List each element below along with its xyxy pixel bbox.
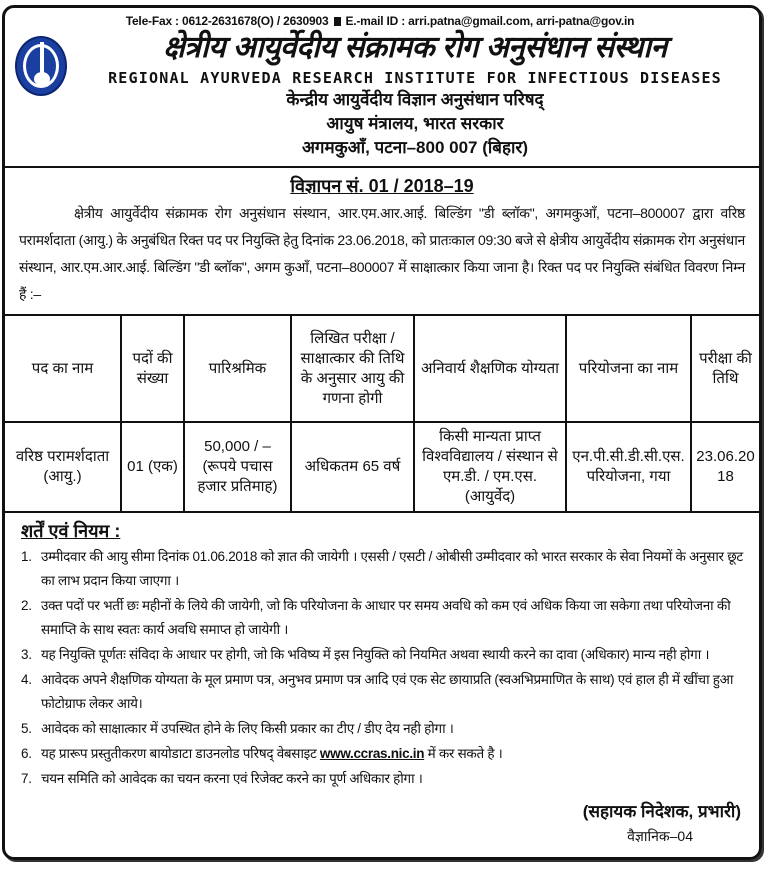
institute-name-hindi: क्षेत्रीय आयुर्वेदीय संक्रामक रोग अनुसंधान संस्थान	[163, 31, 667, 64]
item-number: 2.	[21, 598, 32, 613]
item-number: 7.	[21, 771, 32, 786]
letterhead	[5, 8, 759, 168]
list-item	[21, 643, 747, 667]
table-cell: 01 (एक)	[121, 422, 184, 512]
item-text: यह प्रारूप प्रस्तुतीकरण बायोडाटा डाउनलोड परिषद् वेबसाइट	[41, 746, 320, 761]
terms-list	[21, 545, 747, 791]
item-number: 5.	[21, 721, 32, 736]
email: E.-mail ID : arri.patna@gmail.com, arri-patna@gov.in	[345, 14, 635, 28]
ministry-name: आयुष मंत्रालय, भारत सरकार	[326, 114, 504, 133]
header-cell: परियोजना का नाम	[566, 315, 691, 422]
list-item	[21, 717, 747, 741]
square-bullet-icon	[334, 17, 341, 26]
item-text: आवेदक अपने शैक्षणिक योग्यता के मूल प्रमाण पत्र, अनुभव प्रमाण पत्र आदि एवं एक सेट छायाप्रति (स्वअभिप्रमाणित के साथ) एवं हाल ही में खींचा हुआ फोटोग्राफ लेकर आये।	[41, 672, 734, 711]
item-text: आवेदक को साक्षात्कार में उपस्थित होने के लिए किसी प्रकार का टीए / डीए देय नही होगा ।	[41, 721, 454, 736]
advertisement-number: विज्ञापन सं. 01 / 2018–19	[290, 176, 474, 196]
item-text: यह नियुक्ति पूर्णतः संविदा के आधार पर होगी, जो कि भविष्य में इस नियुक्ति को नियमित अथवा स्थायी करने का दावा (अधिकार) मान्य नही होगा ।	[41, 647, 710, 662]
item-text: चयन समिति को आवेदक का चयन करना एवं रिजेक्ट करने का पूर्ण अधिकार होगा ।	[41, 771, 423, 786]
terms-heading: शर्तें एवं नियम :	[21, 521, 121, 541]
list-item	[21, 742, 747, 766]
item-text: उम्मीदवार की आयु सीमा दिनांक 01.06.2018 को ज्ञात की जायेगी । एससी / एसटी / ओबीसी उम्मीदवार को भारत सरकार के सेवा नियमों के अनुसार छूट का लाभ प्रदान किया जाएगा ।	[41, 549, 743, 588]
header-cell: पद का नाम	[5, 315, 121, 422]
signatory-title: (सहायक निदेशक, प्रभारी)	[582, 802, 741, 821]
table-header-row	[5, 315, 759, 422]
tele-fax: Tele-Fax : 0612-2631678(O) / 2630903	[125, 14, 329, 28]
table-row	[5, 422, 759, 512]
header-cell: परीक्षा की तिथि	[691, 315, 759, 422]
advertisement-paragraph: क्षेत्रीय आयुर्वेदीय संक्रामक रोग अनुसंधान संस्थान, आर.एम.आर.आई. बिल्डिंग "डी ब्लॉक", अगमकुआँ, पटना–800007 द्वारा वरिष्ठ परामर्शदाता (आयु.) के अनुबंधित रिक्त पद पर नियुक्ति हेतु दिनांक 23.06.2018, को प्रातःकाल 09:30 बजे से क्षेत्रीय आयुर्वेदीय संक्रामक रोग अनुसंधान संस्थान, आर.एम.आर.आई. बिल्डिंग "डी ब्लॉक", अगम कुआँ, पटना–800007 में साक्षात्कार किया जाना है। रिक्त पद पर नियुक्ति संबंधित विवरण निम्न हैं :–	[19, 205, 745, 302]
address: अगमकुआँ, पटना–800 007 (बिहार)	[301, 138, 529, 157]
signatory-designation: वैज्ञानिक–04	[627, 828, 693, 844]
contact-line	[5, 12, 755, 30]
item-number: 4.	[21, 672, 32, 687]
item-number: 1.	[21, 549, 32, 564]
header-cell: लिखित परीक्षा / साक्षात्कार की तिथि के अनुसार आयु की गणना होगी	[291, 315, 414, 422]
council-name: केन्द्रीय आयुर्वेदीय विज्ञान अनुसंधान परिषद्	[286, 90, 544, 109]
list-item	[21, 668, 747, 716]
table-cell: 50,000 / – (रूपये पचास हजार प्रतिमाह)	[184, 422, 291, 512]
signature-block	[5, 799, 741, 847]
header-cell: पारिश्रमिक	[184, 315, 291, 422]
institute-name-english: REGIONAL AYURVEDA RESEARCH INSTITUTE FOR INFECTIOUS DISEASES	[108, 69, 722, 87]
list-item	[21, 545, 747, 593]
item-number: 3.	[21, 647, 32, 662]
list-item	[21, 594, 747, 642]
table-cell: एन.पी.सी.डी.सी.एस. परियोजना, गया	[566, 422, 691, 512]
table-cell: 23.06.2018	[691, 422, 759, 512]
table-cell: किसी मान्यता प्राप्त विश्वविद्यालय / संस्थान से एम.डी. / एम.एस. (आयुर्वेद)	[414, 422, 566, 512]
table-cell: अधिकतम 65 वर्ष	[291, 422, 414, 512]
table-cell: वरिष्ठ परामर्शदाता (आयु.)	[5, 422, 121, 512]
list-item	[21, 767, 747, 791]
header-cell: पदों की संख्या	[121, 315, 184, 422]
document-border	[2, 5, 762, 860]
vacancy-table	[5, 314, 759, 513]
website-link[interactable]: www.ccras.nic.in	[319, 746, 425, 761]
institute-logo	[15, 36, 67, 96]
letterhead-text	[75, 30, 755, 160]
header-cell: अनिवार्य शैक्षणिक योग्यता	[414, 315, 566, 422]
item-text: में कर सकते है ।	[424, 746, 503, 761]
item-number: 6.	[21, 746, 32, 761]
item-text: उक्त पदों पर भर्ती छः महीनों के लिये की जायेगी, जो कि परियोजना के आधार पर समय अवधि को कम एवं अधिक किया जा सकेगा तथा परियोजना की समाप्ति के साथ स्वतः कार्य अवधि समाप्त हो जायेगी ।	[41, 598, 731, 637]
